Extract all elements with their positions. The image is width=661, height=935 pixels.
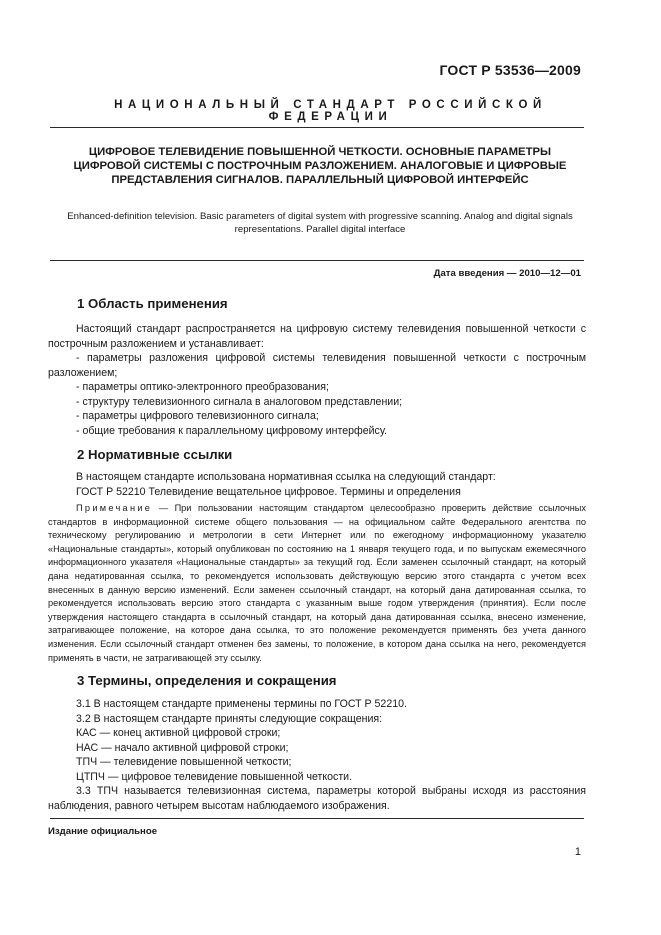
title-divider	[50, 260, 584, 261]
note-text: — При пользовании настоящим стандартом целесообразно проверить действие ссылочных стандартов в информационной системе общего пользования — на официальном сайте Федерального агентства по техническому регулированию и метрологии в сети Интернет или по ежегодному информационному указателю «Национальные стандарты», который опубликован по состоянию на 1 января текущего года, и по выпускам ежемесячного информационного указателя «Национальные стандарты» за текущий год. Если заменен ссылочный стандарт, на который дана недатированная ссылка, то рекомендуется использовать действующую версию этого стандарта с учетом всех внесенных в данную версию изменений. Если заменен ссылочный стандарт, на который дана датированная ссылка, то рекомендуется использовать версию этого стандарта с указанным выше годом утверждения (принятия). Если после утверждения настоящего стандарта в ссылочный стандарт, на который дана датированная ссылка, внесено изменение, затрагивающее положение, на которое дана ссылка, то это положение рекомендуется применять без учета данного изменения. Если ссылочный стандарт отменен без замены, то положение, в котором дана ссылка на него, рекомендуется применять в части, не затрагивающей эту ссылку.	[48, 503, 586, 663]
page-number: 1	[574, 846, 581, 858]
section-3-heading: 3 Термины, определения и сокращения	[77, 673, 337, 688]
abbreviation-item: НАС — начало активной цифровой строки;	[76, 741, 289, 754]
list-item: - структуру телевизионного сигнала в аналоговом представлении;	[76, 395, 403, 408]
section-2-note	[48, 502, 586, 665]
section-2-text: В настоящем стандарте использована нормативная ссылка на следующий стандарт:	[76, 471, 496, 483]
section-3-body	[48, 697, 586, 813]
clause-3-3: 3.3 ТПЧ называется телевизионная система, параметры которой выбраны исходя из расстояния наблюдения, равного четырем высотам наблюдаемого изображения.	[48, 785, 586, 812]
clause-3-2: 3.2 В настоящем стандарте приняты следующие сокращения:	[76, 712, 383, 725]
section-2-heading: 2 Нормативные ссылки	[77, 447, 233, 462]
normative-reference: ГОСТ Р 52210 Телевидение вещательное цифровое. Термины и определения	[76, 485, 461, 498]
top-divider	[50, 127, 584, 128]
abbreviation-item: ТПЧ — телевидение повышенной четкости;	[76, 756, 292, 768]
note-label: Примечание	[76, 503, 153, 513]
section-1-body	[48, 322, 586, 438]
introduction-date: Дата введения — 2010—12—01	[433, 268, 581, 279]
national-standard-banner: НАЦИОНАЛЬНЫЙ СТАНДАРТ РОССИЙСКОЙ ФЕДЕРАЦИИ	[114, 99, 547, 123]
section-1-intro: Настоящий стандарт распространяется на цифровую систему телевидения повышенной четкости с построчным разложением и устанавливает:	[48, 323, 586, 350]
list-item: - параметры цифрового телевизионного сигнала;	[76, 410, 319, 422]
section-1-heading: 1 Область применения	[77, 296, 228, 311]
document-title-en: Enhanced-definition television. Basic parameters of digital system with progressive scanning. Analog and digital signals representations. Parallel digital interface	[67, 211, 573, 235]
abbreviation-item: КАС — конец активной цифровой строки;	[76, 727, 281, 739]
section-2-body	[48, 470, 586, 499]
gost-number: ГОСТ Р 53536—2009	[439, 62, 581, 78]
footer-divider	[50, 818, 584, 819]
clause-3-1: 3.1 В настоящем стандарте применены термины по ГОСТ Р 52210.	[76, 698, 407, 710]
list-item: - общие требования к параллельному цифровому интерфейсу.	[76, 424, 388, 437]
list-item: - параметры оптико-электронного преобразования;	[76, 381, 329, 393]
edition-label: Издание официальное	[48, 826, 158, 837]
abbreviation-item: ЦТПЧ — цифровое телевидение повышенной четкости.	[76, 770, 353, 783]
list-item: - параметры разложения цифровой системы телевидения повышенной четкости с построчным разложением;	[48, 352, 586, 379]
document-title-ru: ЦИФРОВОЕ ТЕЛЕВИДЕНИЕ ПОВЫШЕННОЙ ЧЕТКОСТИ. ОСНОВНЫЕ ПАРАМЕТРЫ ЦИФРОВОЙ СИСТЕМЫ С ПОСТРОЧНЫМ РАЗЛОЖЕНИЕМ. АНАЛОГОВЫЕ И ЦИФРОВЫЕ ПРЕДСТАВЛЕНИЯ СИГНАЛОВ. ПАРАЛЛЕЛЬНЫЙ ЦИФРОВОЙ ИНТЕРФЕЙС	[73, 146, 567, 186]
